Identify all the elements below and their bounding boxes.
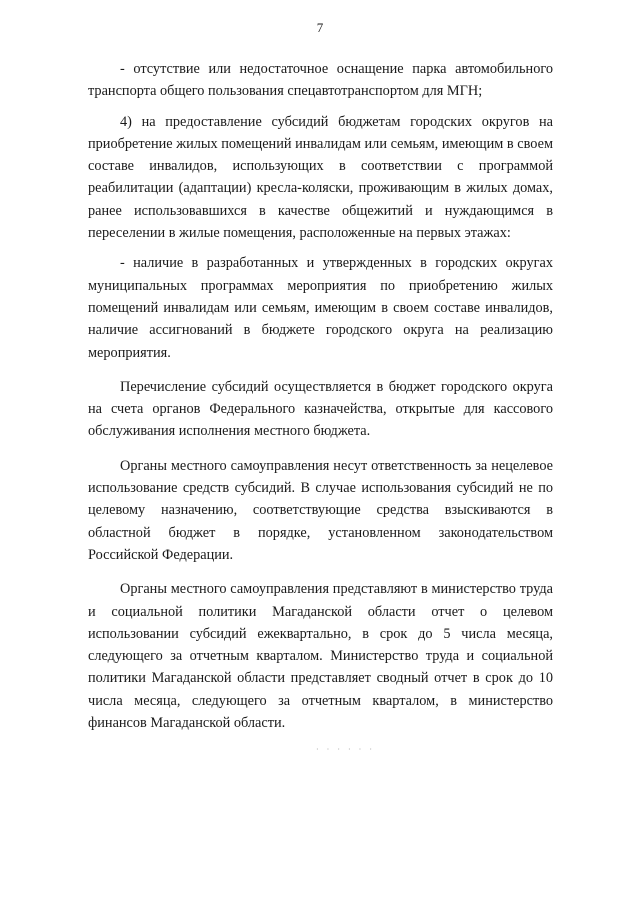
page-number: 7 [316,20,324,35]
paragraph-housing-subsidies: 4) на предоставление субсидий бюджетам городских округов на приобретение жилых помещений инвалидам или семьям, имеющим в своем составе инвалидов, использующих в соответствии с программой реабилитации (адаптации) кресла-коляски, проживающим в жилых домах, ранее использовавшихся в качестве общежитий и нуждающимся в переселении в жилые помещения, расположенные на первых этажах: [88,113,553,242]
scan-artifact: · · · · · · [316,745,375,754]
paragraph-reporting: Органы местного самоуправления представляют в министерство труда и социальной политики Магаданской области отчет о целевом использовании субсидий ежеквартально, в срок до 5 числа месяца, следующего за отчетным кварталом. Министерство труда и социальной политики Магаданской области представляет сводный отчет в срок до 10 числа месяца, следующего за отчетным кварталом, в министерство финансов Магаданской области. [88,581,553,732]
paragraph-subsidy-transfer: Перечисление субсидий осуществляется в бюджет городского округа на счета органов Федерального казначейства, открытые для кассового обслуживания исполнения местного бюджета. [88,378,553,440]
paragraph-transport-equipment: - отсутствие или недостаточное оснащение парка автомобильного транспорта общего пользования спецавтотранспортом для МГН; [88,61,553,100]
document-body [88,58,553,734]
paragraph-responsibility: Органы местного самоуправления несут ответственность за нецелевое использование средств субсидий. В случае использования субсидий не по целевому назначению, соответствующие средства взыскиваются в областной бюджет в порядке, установленном законодательством Российской Федерации. [88,457,553,563]
paragraph-municipal-programs: - наличие в разработанных и утвержденных в городских округах муниципальных программах мероприятия по приобретению жилых помещений инвалидам или семьям, имеющим в своем составе инвалидов, наличие ассигнований в бюджете городского округа на реализацию мероприятия. [88,255,553,361]
